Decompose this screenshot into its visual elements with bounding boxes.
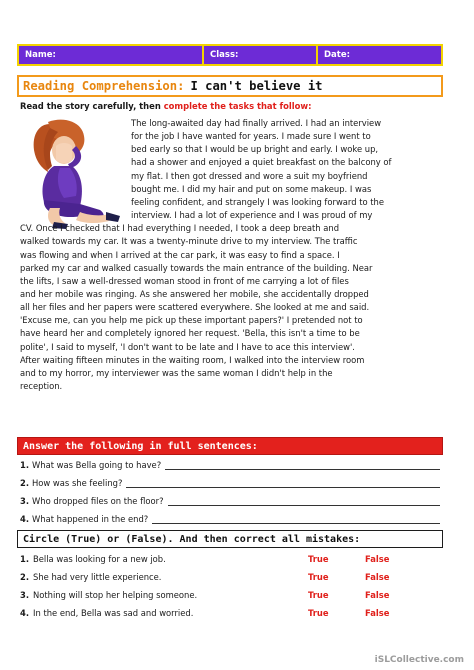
- instruction-lead: Read the story carefully, then: [20, 101, 164, 111]
- full-sentences-heading: Answer the following in full sentences:: [17, 437, 443, 455]
- site-watermark: iSLCollective.com: [374, 655, 464, 665]
- answer-line[interactable]: [168, 496, 440, 506]
- story-line: for the job I have wanted for years. I made sure I went to: [131, 131, 371, 142]
- worried-woman-illustration: [20, 116, 128, 230]
- false-option[interactable]: False: [365, 554, 390, 564]
- statement-number: 1.: [20, 554, 30, 564]
- story-line: interview. I had a lot of experience and I was proud of my: [131, 210, 373, 221]
- question-text: What was Bella going to have?: [32, 460, 162, 470]
- question-number: 2.: [20, 478, 30, 488]
- statement-text: Bella was looking for a new job.: [33, 554, 166, 564]
- title-prefix: Reading Comprehension:: [23, 79, 185, 93]
- true-false-row: [20, 590, 440, 602]
- false-option[interactable]: False: [365, 572, 390, 582]
- question-text: Who dropped files on the floor?: [32, 496, 164, 506]
- question-row: [20, 496, 440, 506]
- true-option[interactable]: True: [308, 608, 329, 618]
- true-option[interactable]: True: [308, 590, 329, 600]
- story-line: was flowing and when I arrived at the car park, it was easy to find a space. I: [20, 249, 340, 260]
- story-line: all her files and her papers were scattered everywhere. She looked at me and said.: [20, 302, 370, 313]
- story-line: feeling confident, and strangely I was looking forward to the: [131, 196, 385, 207]
- instruction-highlight: complete the tasks that follow:: [163, 101, 312, 111]
- question-row: [20, 514, 440, 524]
- statement-number: 3.: [20, 590, 30, 600]
- date-field-label[interactable]: Date:: [318, 46, 441, 64]
- story-line: reception.: [20, 381, 63, 392]
- worksheet-title: [17, 75, 443, 97]
- answer-line[interactable]: [152, 514, 440, 524]
- story-line: and her mobile was ringing. As she answered her mobile, she accidentally dropped: [20, 288, 369, 299]
- false-option[interactable]: False: [365, 608, 390, 618]
- story-line: have heard her and completely ignored her request. 'Bella, this isn't a time to be: [20, 328, 360, 339]
- instruction-text: [20, 101, 311, 111]
- answer-line[interactable]: [126, 478, 440, 488]
- story-line: bed early so that I would be up bright and early. I woke up,: [131, 144, 379, 155]
- statement-number: 4.: [20, 608, 30, 618]
- true-option[interactable]: True: [308, 572, 329, 582]
- true-false-row: [20, 554, 440, 566]
- story-text-full-width: [20, 222, 447, 393]
- question-row: [20, 460, 440, 470]
- true-false-heading: Circle (True) or (False). And then correct all mistakes:: [17, 530, 443, 548]
- name-field-label[interactable]: Name:: [19, 46, 202, 64]
- student-info-bar: [17, 44, 443, 66]
- story-line: CV. Once I checked that I had everything I needed, I took a deep breath and: [20, 223, 340, 234]
- class-field-label[interactable]: Class:: [204, 46, 316, 64]
- story-text-wrapped: [131, 117, 447, 222]
- story-line: parked my car and walked casually towards the main entrance of the building. Near: [20, 262, 373, 273]
- story-line: 'Excuse me, can you help me pick up these important papers?' I pretended not to: [20, 315, 363, 326]
- question-text: What happened in the end?: [32, 514, 149, 524]
- story-line: polite', I said to myself, 'I don't want to be late and I have to ace this interview'.: [20, 341, 355, 352]
- question-row: [20, 478, 440, 488]
- statement-text: She had very little experience.: [33, 572, 162, 582]
- story-line: After waiting fifteen minutes in the waiting room, I walked into the interview room: [20, 354, 365, 365]
- title-story-name: I can't believe it: [190, 79, 323, 93]
- story-line: walked towards my car. It was a twenty-minute drive to my interview. The traffic: [20, 236, 358, 247]
- true-option[interactable]: True: [308, 554, 329, 564]
- question-number: 4.: [20, 514, 30, 524]
- question-text: How was she feeling?: [32, 478, 123, 488]
- false-option[interactable]: False: [365, 590, 390, 600]
- statement-text: Nothing will stop her helping someone.: [33, 590, 198, 600]
- statement-number: 2.: [20, 572, 30, 582]
- story-line: The long-awaited day had finally arrived. I had an interview: [131, 118, 382, 128]
- story-line: bought me. I did my hair and put on some makeup. I was: [131, 183, 372, 194]
- answer-line[interactable]: [165, 460, 440, 470]
- question-number: 1.: [20, 460, 30, 470]
- true-false-row: [20, 608, 440, 620]
- story-line: had a shower and enjoyed a quiet breakfast on the balcony of: [131, 157, 392, 168]
- true-false-row: [20, 572, 440, 584]
- story-line: my flat. I then got dressed and wore a suit my boyfriend: [131, 170, 368, 181]
- statement-text: In the end, Bella was sad and worried.: [33, 608, 194, 618]
- story-line: the lifts, I saw a well-dressed woman stood in front of me carrying a lot of files: [20, 275, 349, 286]
- story-line: and to my horror, my interviewer was the same woman I didn't help in the: [20, 367, 333, 378]
- question-number: 3.: [20, 496, 30, 506]
